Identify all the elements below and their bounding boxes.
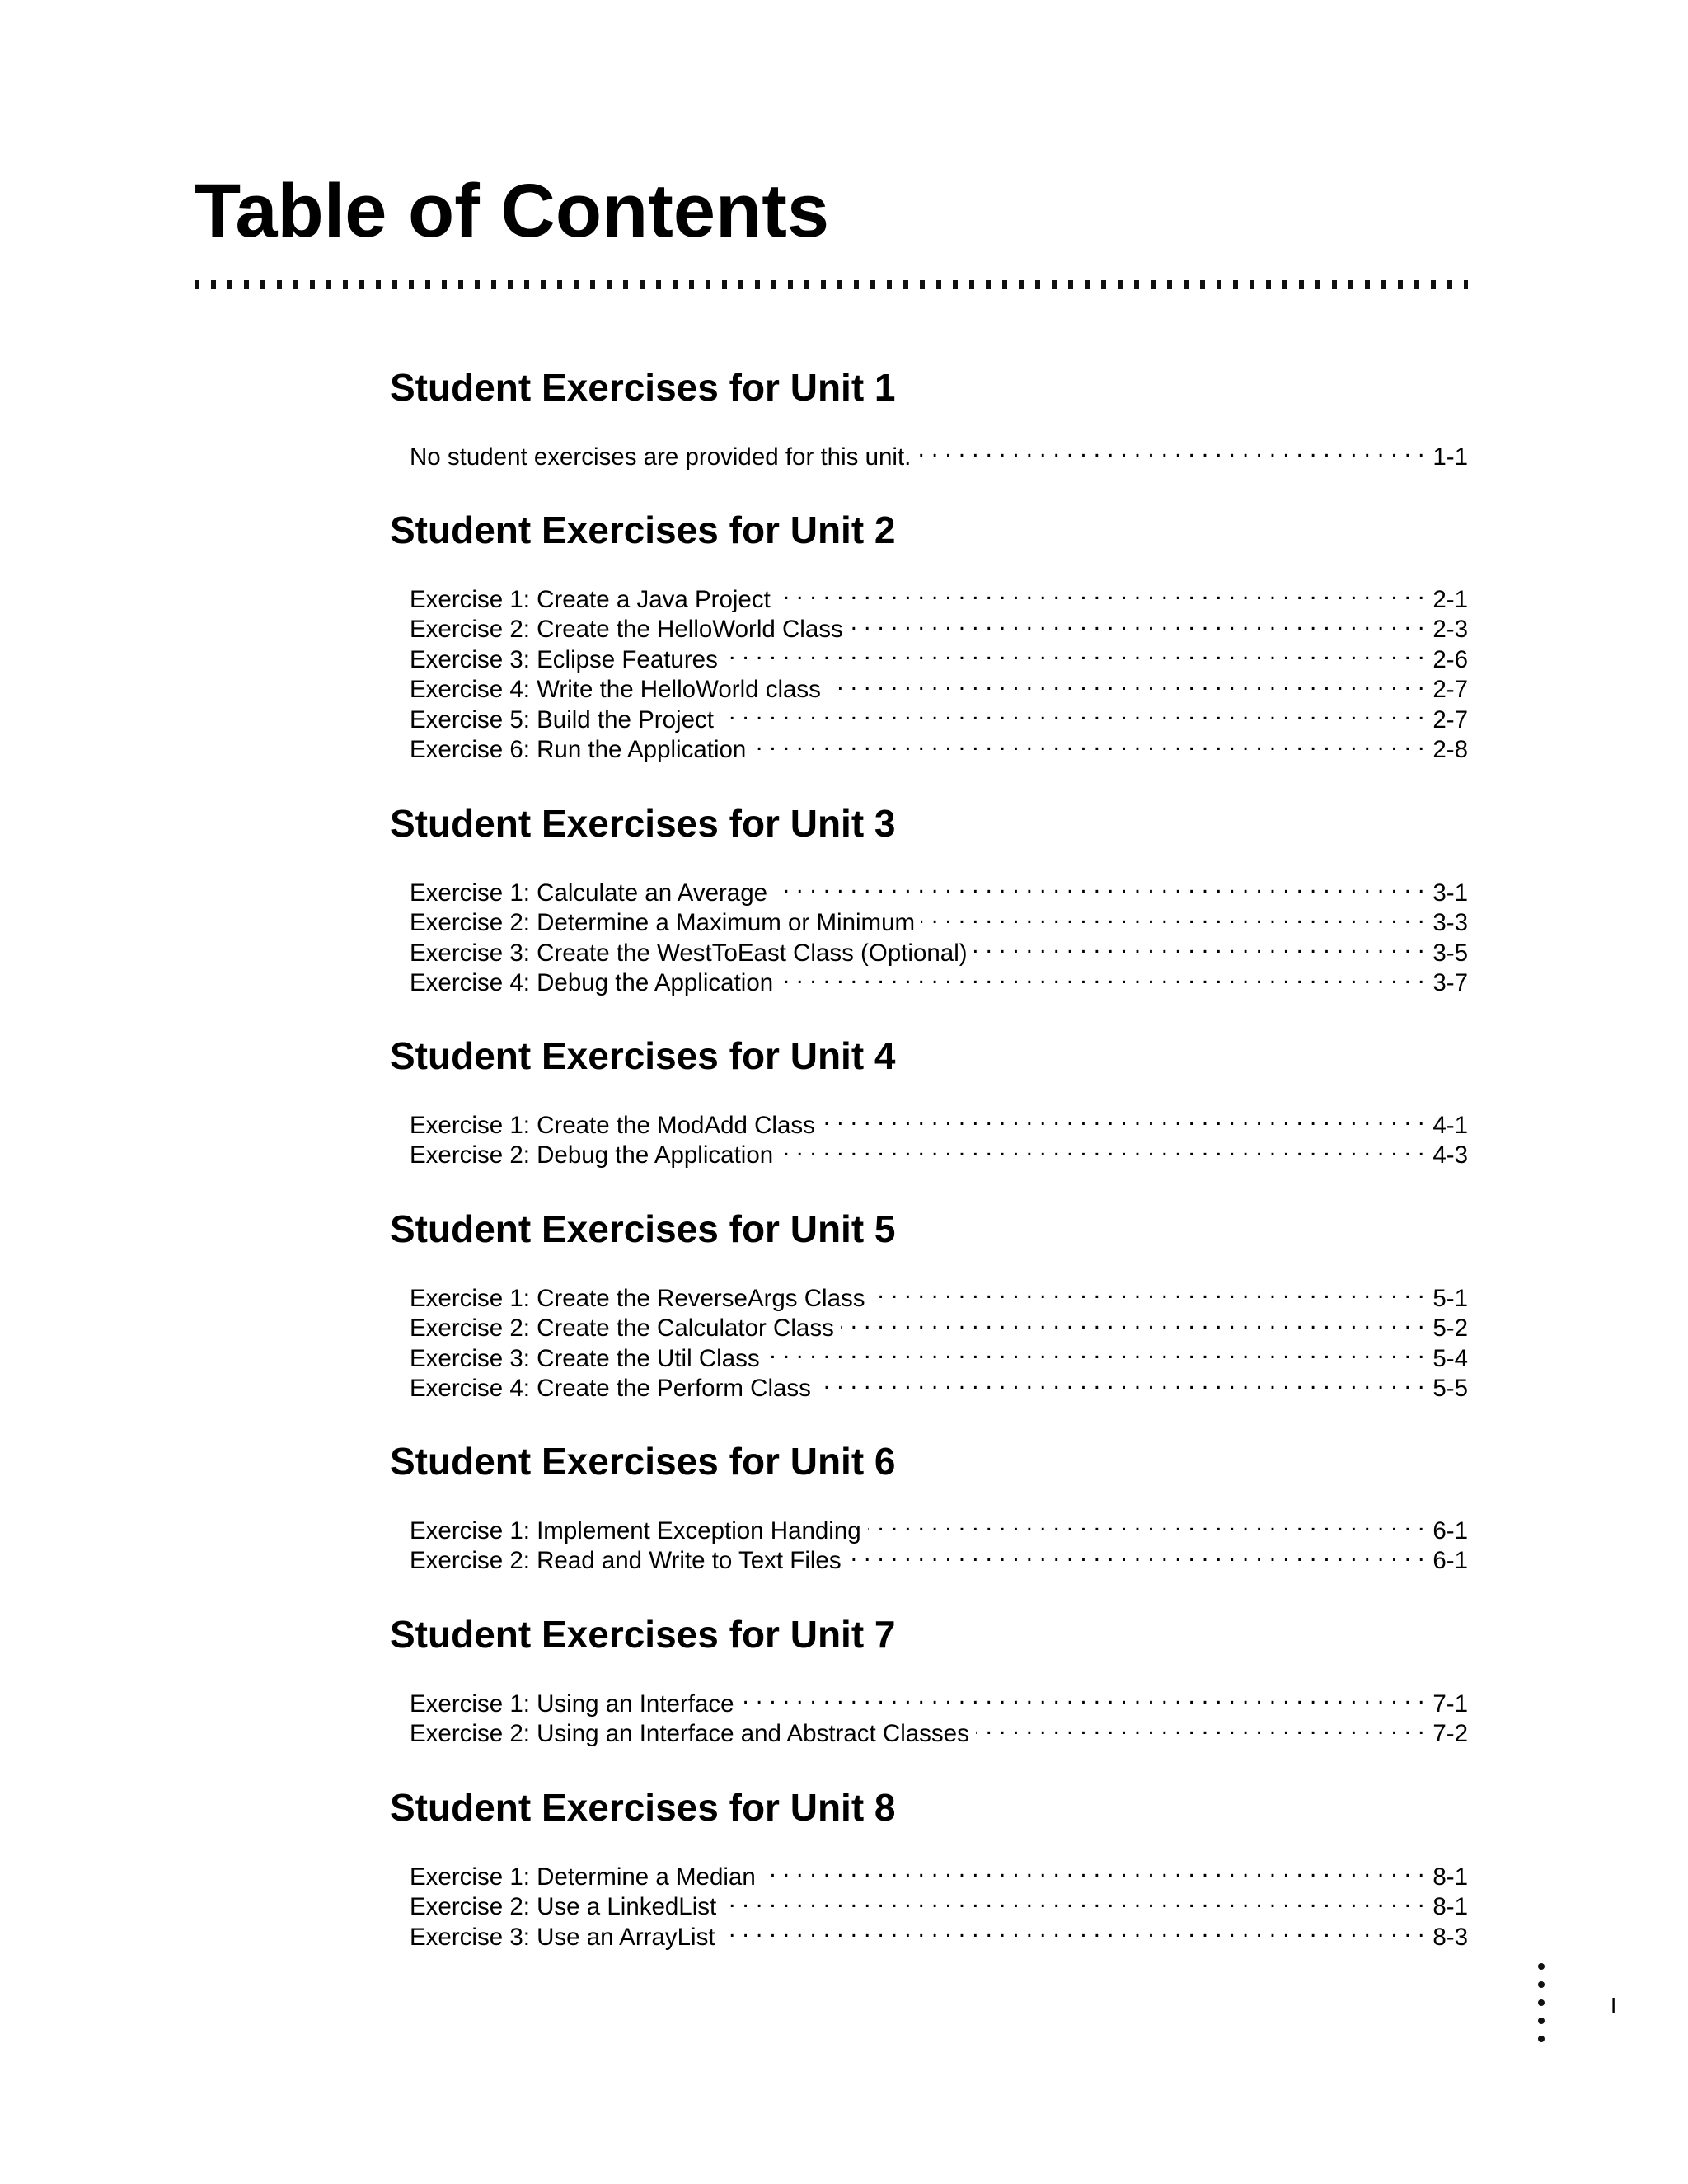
dot-leader: [917, 434, 1424, 465]
toc-entry[interactable]: [410, 1103, 1468, 1139]
entry-title: Exercise 6: Run the Application: [410, 736, 747, 763]
entry-title: Exercise 3: Use an ArrayList: [410, 1923, 715, 1951]
dot-leader: [780, 1133, 1424, 1164]
dot-leader: [723, 1885, 1424, 1915]
toc-entry[interactable]: [410, 434, 1468, 471]
entry-title: Exercise 3: Eclipse Features: [410, 645, 718, 673]
entry-title: Exercise 1: Determine a Median: [410, 1863, 756, 1891]
entry-page-number: 3-1: [1432, 879, 1468, 907]
entry-page-number: 1-1: [1432, 443, 1468, 471]
entry-title: Exercise 2: Create the Calculator Class: [410, 1315, 834, 1342]
entry-page-number: 3-3: [1432, 909, 1468, 936]
entry-page-number: 2-7: [1432, 705, 1468, 733]
section-heading: Student Exercises for Unit 5: [390, 1207, 896, 1250]
entry-title: Exercise 1: Calculate an Average: [410, 879, 768, 907]
section-heading: Student Exercises for Unit 4: [390, 1034, 896, 1077]
dot-leader: [974, 930, 1425, 961]
dot-leader: [753, 728, 1424, 758]
entry-title: Exercise 1: Implement Exception Handing: [410, 1516, 861, 1544]
margin-dot-column: [1538, 1963, 1546, 2054]
margin-dot: [1538, 1981, 1545, 1988]
dot-leader: [780, 961, 1424, 991]
toc-entry[interactable]: [410, 1508, 1468, 1544]
entry-title: Exercise 4: Write the HelloWorld class: [410, 676, 821, 703]
margin-dot: [1538, 1963, 1545, 1970]
entry-title: Exercise 2: Use a LinkedList: [410, 1893, 717, 1920]
dot-leader: [850, 607, 1425, 638]
dot-leader: [724, 637, 1425, 668]
entry-title: Exercise 1: Create the ReverseArgs Class: [410, 1284, 865, 1312]
section-heading: Student Exercises for Unit 6: [390, 1440, 896, 1483]
section-heading: Student Exercises for Unit 2: [390, 509, 896, 551]
entry-title: Exercise 4: Debug the Application: [410, 969, 774, 996]
dot-leader: [868, 1508, 1425, 1539]
entry-title: Exercise 2: Create the HelloWorld Class: [410, 616, 843, 643]
toc-entry[interactable]: [410, 577, 1468, 613]
dot-leader: [722, 1915, 1425, 1945]
entry-title: Exercise 1: Create a Java Project: [410, 585, 771, 613]
dot-leader: [872, 1276, 1425, 1306]
entry-title: No student exercises are provided for this unit.: [410, 443, 912, 471]
entry-page-number: 5-1: [1432, 1284, 1468, 1312]
dot-leader: [767, 1336, 1425, 1366]
entry-page-number: 2-8: [1432, 736, 1468, 763]
page-title: Table of Contents: [195, 169, 830, 253]
section-heading: Student Exercises for Unit 8: [390, 1786, 896, 1829]
entry-page-number: 2-7: [1432, 676, 1468, 703]
entry-title: Exercise 3: Create the Util Class: [410, 1344, 760, 1372]
dot-leader: [822, 1103, 1424, 1133]
entry-page-number: 8-3: [1432, 1923, 1468, 1951]
entry-page-number: 7-2: [1432, 1720, 1468, 1747]
entry-page-number: 4-3: [1432, 1141, 1468, 1169]
entry-title: Exercise 1: Create the ModAdd Class: [410, 1111, 815, 1139]
entry-page-number: 8-1: [1432, 1893, 1468, 1920]
dot-leader: [841, 1306, 1425, 1337]
margin-dot: [1538, 2018, 1545, 2024]
toc-entry[interactable]: [410, 1854, 1468, 1891]
entry-page-number: 2-6: [1432, 645, 1468, 673]
entry-title: Exercise 3: Create the WestToEast Class (Optional): [410, 939, 968, 967]
entry-page-number: 5-5: [1432, 1375, 1468, 1402]
margin-dot: [1538, 1999, 1545, 2006]
toc-entry[interactable]: [410, 870, 1468, 907]
entry-title: Exercise 2: Determine a Maximum or Minimum: [410, 909, 916, 936]
entry-page-number: 5-4: [1432, 1344, 1468, 1372]
entry-title: Exercise 1: Using an Interface: [410, 1690, 734, 1718]
entry-title: Exercise 2: Read and Write to Text Files: [410, 1547, 842, 1574]
entry-page-number: 4-1: [1432, 1111, 1468, 1139]
entry-page-number: 3-5: [1432, 939, 1468, 967]
dot-leader: [976, 1712, 1425, 1742]
section-heading: Student Exercises for Unit 7: [390, 1613, 896, 1656]
entry-page-number: 3-7: [1432, 969, 1468, 996]
title-dotted-rule: [195, 280, 1468, 289]
entry-page-number: 2-3: [1432, 616, 1468, 643]
dot-leader: [921, 901, 1424, 931]
section-heading: Student Exercises for Unit 1: [390, 366, 896, 409]
entry-page-number: 8-1: [1432, 1863, 1468, 1891]
dot-leader: [762, 1854, 1425, 1885]
entry-page-number: 6-1: [1432, 1516, 1468, 1544]
page-number: I: [1611, 1993, 1617, 2018]
entry-page-number: 2-1: [1432, 585, 1468, 613]
entry-page-number: 7-1: [1432, 1690, 1468, 1718]
dot-leader: [818, 1366, 1424, 1397]
dot-leader: [774, 870, 1424, 901]
dot-leader: [848, 1539, 1425, 1569]
dot-leader: [777, 577, 1425, 607]
entry-title: Exercise 2: Using an Interface and Abstract Classes: [410, 1720, 969, 1747]
dot-leader: [828, 668, 1424, 698]
toc-entry[interactable]: [410, 1681, 1468, 1718]
entry-page-number: 6-1: [1432, 1547, 1468, 1574]
toc-entry[interactable]: [410, 1276, 1468, 1312]
margin-dot: [1538, 2036, 1545, 2042]
dot-leader: [720, 697, 1424, 728]
entry-title: Exercise 2: Debug the Application: [410, 1141, 774, 1169]
entry-title: Exercise 5: Build the Project: [410, 705, 714, 733]
entry-title: Exercise 4: Create the Perform Class: [410, 1375, 811, 1402]
entry-page-number: 5-2: [1432, 1315, 1468, 1342]
section-heading: Student Exercises for Unit 3: [390, 802, 896, 845]
dot-leader: [741, 1681, 1425, 1712]
